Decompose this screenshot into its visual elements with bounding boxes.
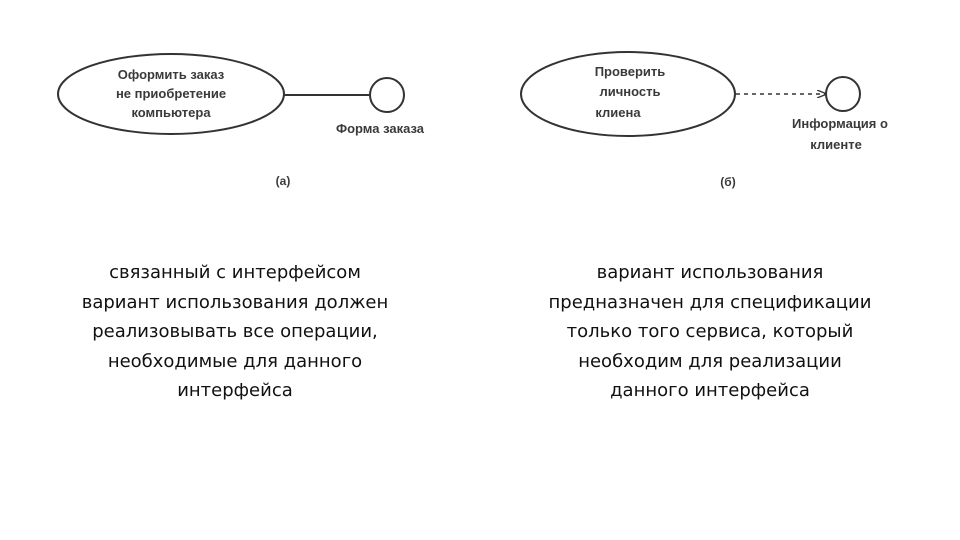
caption-left-line-4: необходимые для данного	[107, 350, 363, 372]
caption-right-line-2: предназначен для спецификации	[548, 291, 872, 313]
use-case-b-line-2: личность	[599, 84, 661, 99]
panel-label-b: (б)	[720, 175, 736, 189]
interface-label-a: Форма заказа	[335, 121, 425, 136]
interface-circle-b	[826, 77, 860, 111]
caption-right-line-1: вариант использования	[596, 262, 824, 283]
caption-left-line-2: вариант использования должен	[81, 291, 389, 313]
caption-left-line-5: интерфейса	[177, 380, 293, 401]
caption-left-line-1: связанный с интерфейсом	[109, 262, 361, 283]
interface-label-b-line-1: Информация о	[792, 116, 888, 131]
use-case-b-line-1: Проверить	[594, 64, 666, 79]
caption-right-line-3: только того сервиса, который	[566, 321, 854, 342]
interface-circle-a	[370, 78, 404, 112]
panel-label-a: (а)	[275, 174, 291, 188]
use-case-a-line-3: компьютера	[131, 105, 211, 120]
use-case-a-line-1: Оформить заказ	[117, 67, 225, 82]
use-case-diagrams	[0, 0, 960, 230]
interface-label-b-line-2: клиенте	[810, 137, 862, 152]
caption-right-line-5: данного интерфейса	[610, 380, 810, 401]
diagram-a	[58, 54, 425, 188]
caption-right	[525, 258, 895, 406]
caption-left	[60, 258, 410, 406]
caption-left-line-3: реализовывать все операции,	[92, 321, 378, 342]
diagram-b	[521, 52, 888, 189]
use-case-a-line-2: не приобретение	[115, 86, 227, 101]
use-case-b-line-3: клиена	[595, 105, 641, 120]
caption-right-line-4: необходим для реализации	[578, 350, 842, 372]
